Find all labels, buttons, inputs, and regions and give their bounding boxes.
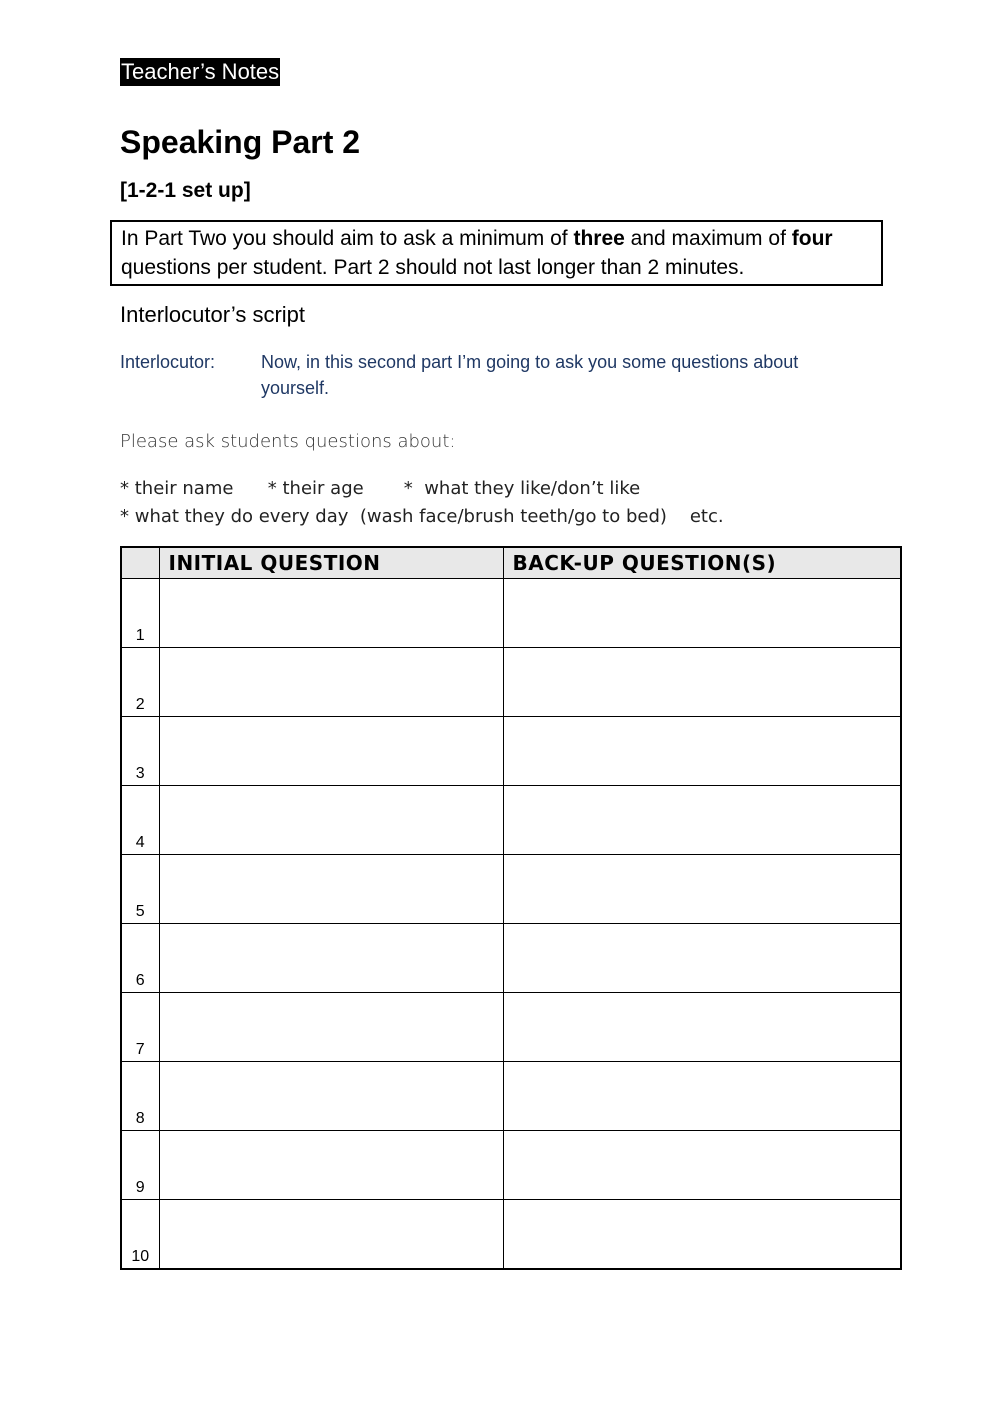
backup-question-cell[interactable]	[503, 717, 901, 786]
backup-question-cell[interactable]	[503, 786, 901, 855]
backup-question-cell[interactable]	[503, 579, 901, 648]
row-number: 7	[121, 993, 159, 1062]
row-number: 2	[121, 648, 159, 717]
note-bold-four: four	[791, 227, 833, 250]
backup-question-header: BACK-UP QUESTION(S)	[503, 547, 901, 579]
table-row	[121, 855, 901, 924]
table-row	[121, 579, 901, 648]
table-row	[121, 1200, 901, 1270]
initial-question-cell[interactable]	[159, 648, 503, 717]
instruction-text: Please ask students questions about:	[120, 431, 456, 452]
backup-question-cell[interactable]	[503, 993, 901, 1062]
initial-question-cell[interactable]	[159, 1062, 503, 1131]
topic-name: * their name	[120, 478, 234, 499]
row-number: 3	[121, 717, 159, 786]
script-label: Interlocutor’s script	[120, 302, 306, 327]
page-title: Speaking Part 2	[120, 124, 361, 160]
backup-question-cell[interactable]	[503, 648, 901, 717]
table-row	[121, 648, 901, 717]
note-text-3: questions per student. Part 2 should not last longer than 2 minutes.	[121, 256, 745, 279]
row-number: 9	[121, 1131, 159, 1200]
table-row	[121, 717, 901, 786]
table-row	[121, 924, 901, 993]
backup-question-cell[interactable]	[503, 924, 901, 993]
backup-question-cell[interactable]	[503, 855, 901, 924]
note-text-1: In Part Two you should aim to ask a minimum of	[121, 227, 574, 250]
backup-question-cell[interactable]	[503, 1200, 901, 1270]
initial-question-cell[interactable]	[159, 579, 503, 648]
initial-question-cell[interactable]	[159, 786, 503, 855]
topic-etc: etc.	[689, 506, 724, 527]
question-table	[120, 546, 902, 1270]
table-row	[121, 1131, 901, 1200]
row-number: 6	[121, 924, 159, 993]
table-row	[121, 1062, 901, 1131]
topic-daily: * what they do every day (wash face/brush teeth/go to bed)	[120, 506, 667, 527]
table-row	[121, 993, 901, 1062]
initial-question-cell[interactable]	[159, 1131, 503, 1200]
row-number: 10	[121, 1200, 159, 1270]
table-header-row	[121, 547, 901, 579]
number-column-header	[121, 547, 159, 579]
initial-question-cell[interactable]	[159, 924, 503, 993]
initial-question-cell[interactable]	[159, 1200, 503, 1270]
initial-question-header: INITIAL QUESTION	[159, 547, 503, 579]
topic-likes: * what they like/don’t like	[403, 478, 641, 499]
initial-question-cell[interactable]	[159, 717, 503, 786]
interlocutor-line: Now, in this second part I’m going to ask you some questions about yourself.	[261, 352, 799, 398]
interlocutor-role: Interlocutor:	[120, 352, 216, 372]
row-number: 1	[121, 579, 159, 648]
row-number: 8	[121, 1062, 159, 1131]
topic-age: * their age	[267, 478, 364, 499]
topic-list	[120, 475, 860, 531]
instruction-box	[110, 220, 883, 286]
table-row	[121, 786, 901, 855]
note-text-2: and maximum of	[624, 227, 792, 250]
row-number: 4	[121, 786, 159, 855]
backup-question-cell[interactable]	[503, 1131, 901, 1200]
note-bold-three: three	[573, 227, 625, 250]
teachers-notes-tag: Teacher’s Notes	[121, 59, 280, 84]
initial-question-cell[interactable]	[159, 855, 503, 924]
backup-question-cell[interactable]	[503, 1062, 901, 1131]
row-number: 5	[121, 855, 159, 924]
setup-subtitle: [1-2-1 set up]	[120, 179, 251, 202]
initial-question-cell[interactable]	[159, 993, 503, 1062]
